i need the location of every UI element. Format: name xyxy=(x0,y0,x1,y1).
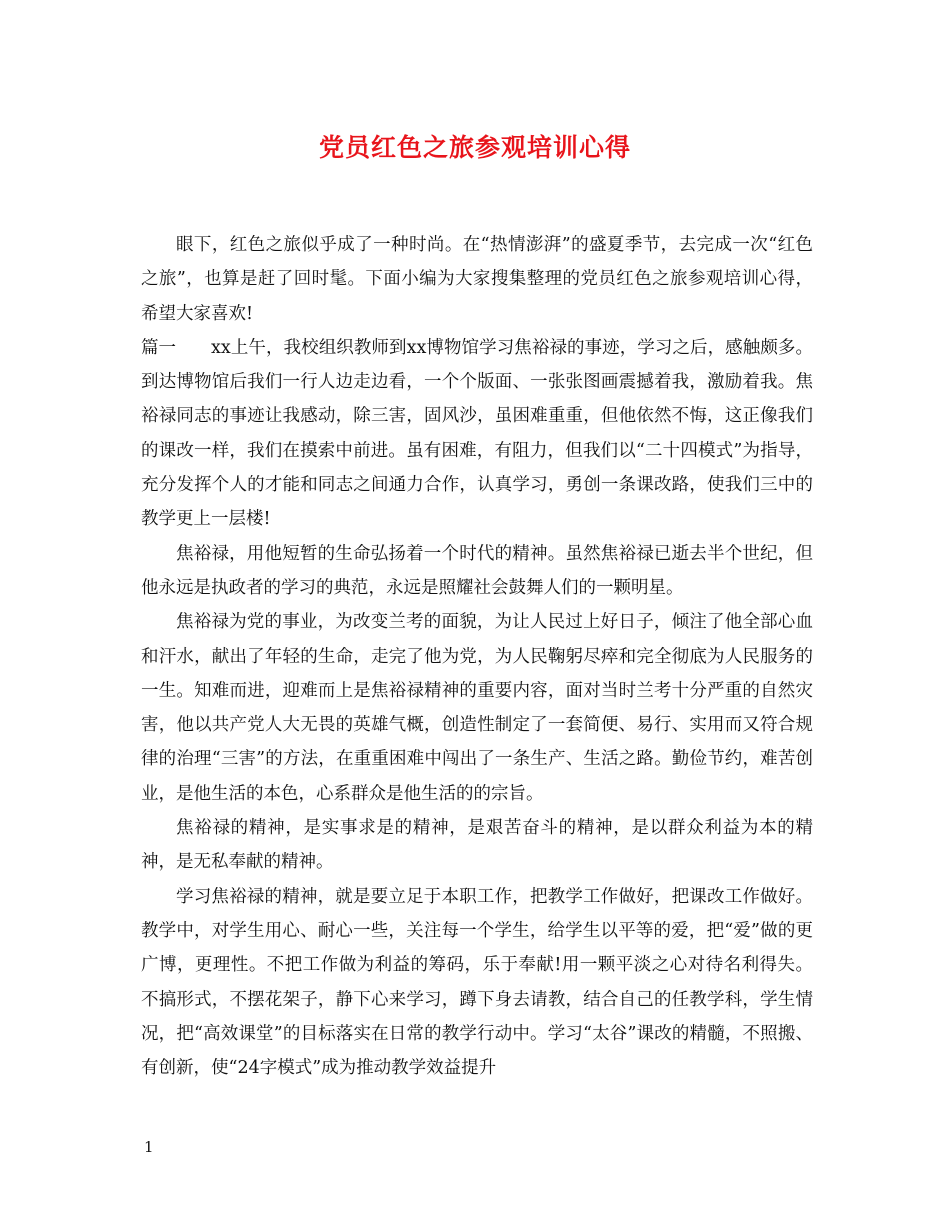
body-paragraph-4: 学习焦裕禄的精神，就是要立足于本职工作，把教学工作做好，把课改工作做好。教学中，对学生用心、耐心一些，关注每一个学生，给学生以平等的爱，把“爱”做的更广博，更理性。不把工作做为利益的筹码，乐于奉献!用一颗平淡之心对待名利得失。不搞形式，不摆花架子，静下心来学习，蹲下身去请教，结合自己的任教学科，学生情况，把“高效课堂”的目标落实在日常的教学行动中。学习“太谷”课改的精髓，不照搬、有创新，使“24字模式”成为推动教学效益提升 xyxy=(141,886,813,1079)
section-paragraph xyxy=(141,331,813,537)
page-title: 党员红色之旅参观培训心得 xyxy=(318,133,631,162)
body-paragraph-3: 焦裕禄的精神，是实事求是的精神，是艰苦奋斗的精神，是以群众利益为本的精神，是无私奉献的精神。 xyxy=(141,818,813,873)
section-label: 篇一 xyxy=(141,337,176,358)
page-number: 1 xyxy=(144,1138,154,1156)
document-body xyxy=(141,228,813,1085)
body-paragraph-2: 焦裕禄为党的事业，为改变兰考的面貌，为让人民过上好日子，倾注了他全部心血和汗水，献出了年轻的生命，走完了他为党，为人民鞠躬尽瘁和完全彻底为人民服务的一生。知难而进，迎难而上是焦裕禄精神的重要内容，面对当时兰考十分严重的自然灾害，他以共产党人大无畏的英雄气概，创造性制定了一套简便、易行、实用而又符合规律的治理“三害”的方法，在重重困难中闯出了一条生产、生活之路。勤俭节约，难苦创业，是他生活的本色，心系群众是他生活的的宗旨。 xyxy=(141,612,813,804)
section-text: xx上午，我校组织教师到xx博物馆学习焦裕禄的事迹，学习之后，感触颇多。 到达博物馆后我们一行人边走边看，一个个版面、一张张图画震撼着我，激励着我。焦裕禄同志的事迹让我感动，除三害，固风沙，虽困难重重，但他依然不悔，这正像我们的课改一样，我们在摸索中前进。虽有困难，有阻力，但我们以“二十四模式”为指导，充分发挥个人的才能和同志之间通力合作，认真学习，勇创一条课改路，使我们三中的教学更上一层楼! xyxy=(141,337,813,530)
intro-paragraph: 眼下，红色之旅似乎成了一种时尚。在“热情澎湃”的盛夏季节，去完成一次“红色之旅”，也算是赶了回时髦。下面小编为大家搜集整理的党员红色之旅参观培训心得，希望大家喜欢! xyxy=(141,235,813,324)
body-paragraph-1: 焦裕禄，用他短暂的生命弘扬着一个时代的精神。虽然焦裕禄已逝去半个世纪，但他永远是执政者的学习的典范，永远是照耀社会鼓舞人们的一颗明星。 xyxy=(141,543,813,598)
